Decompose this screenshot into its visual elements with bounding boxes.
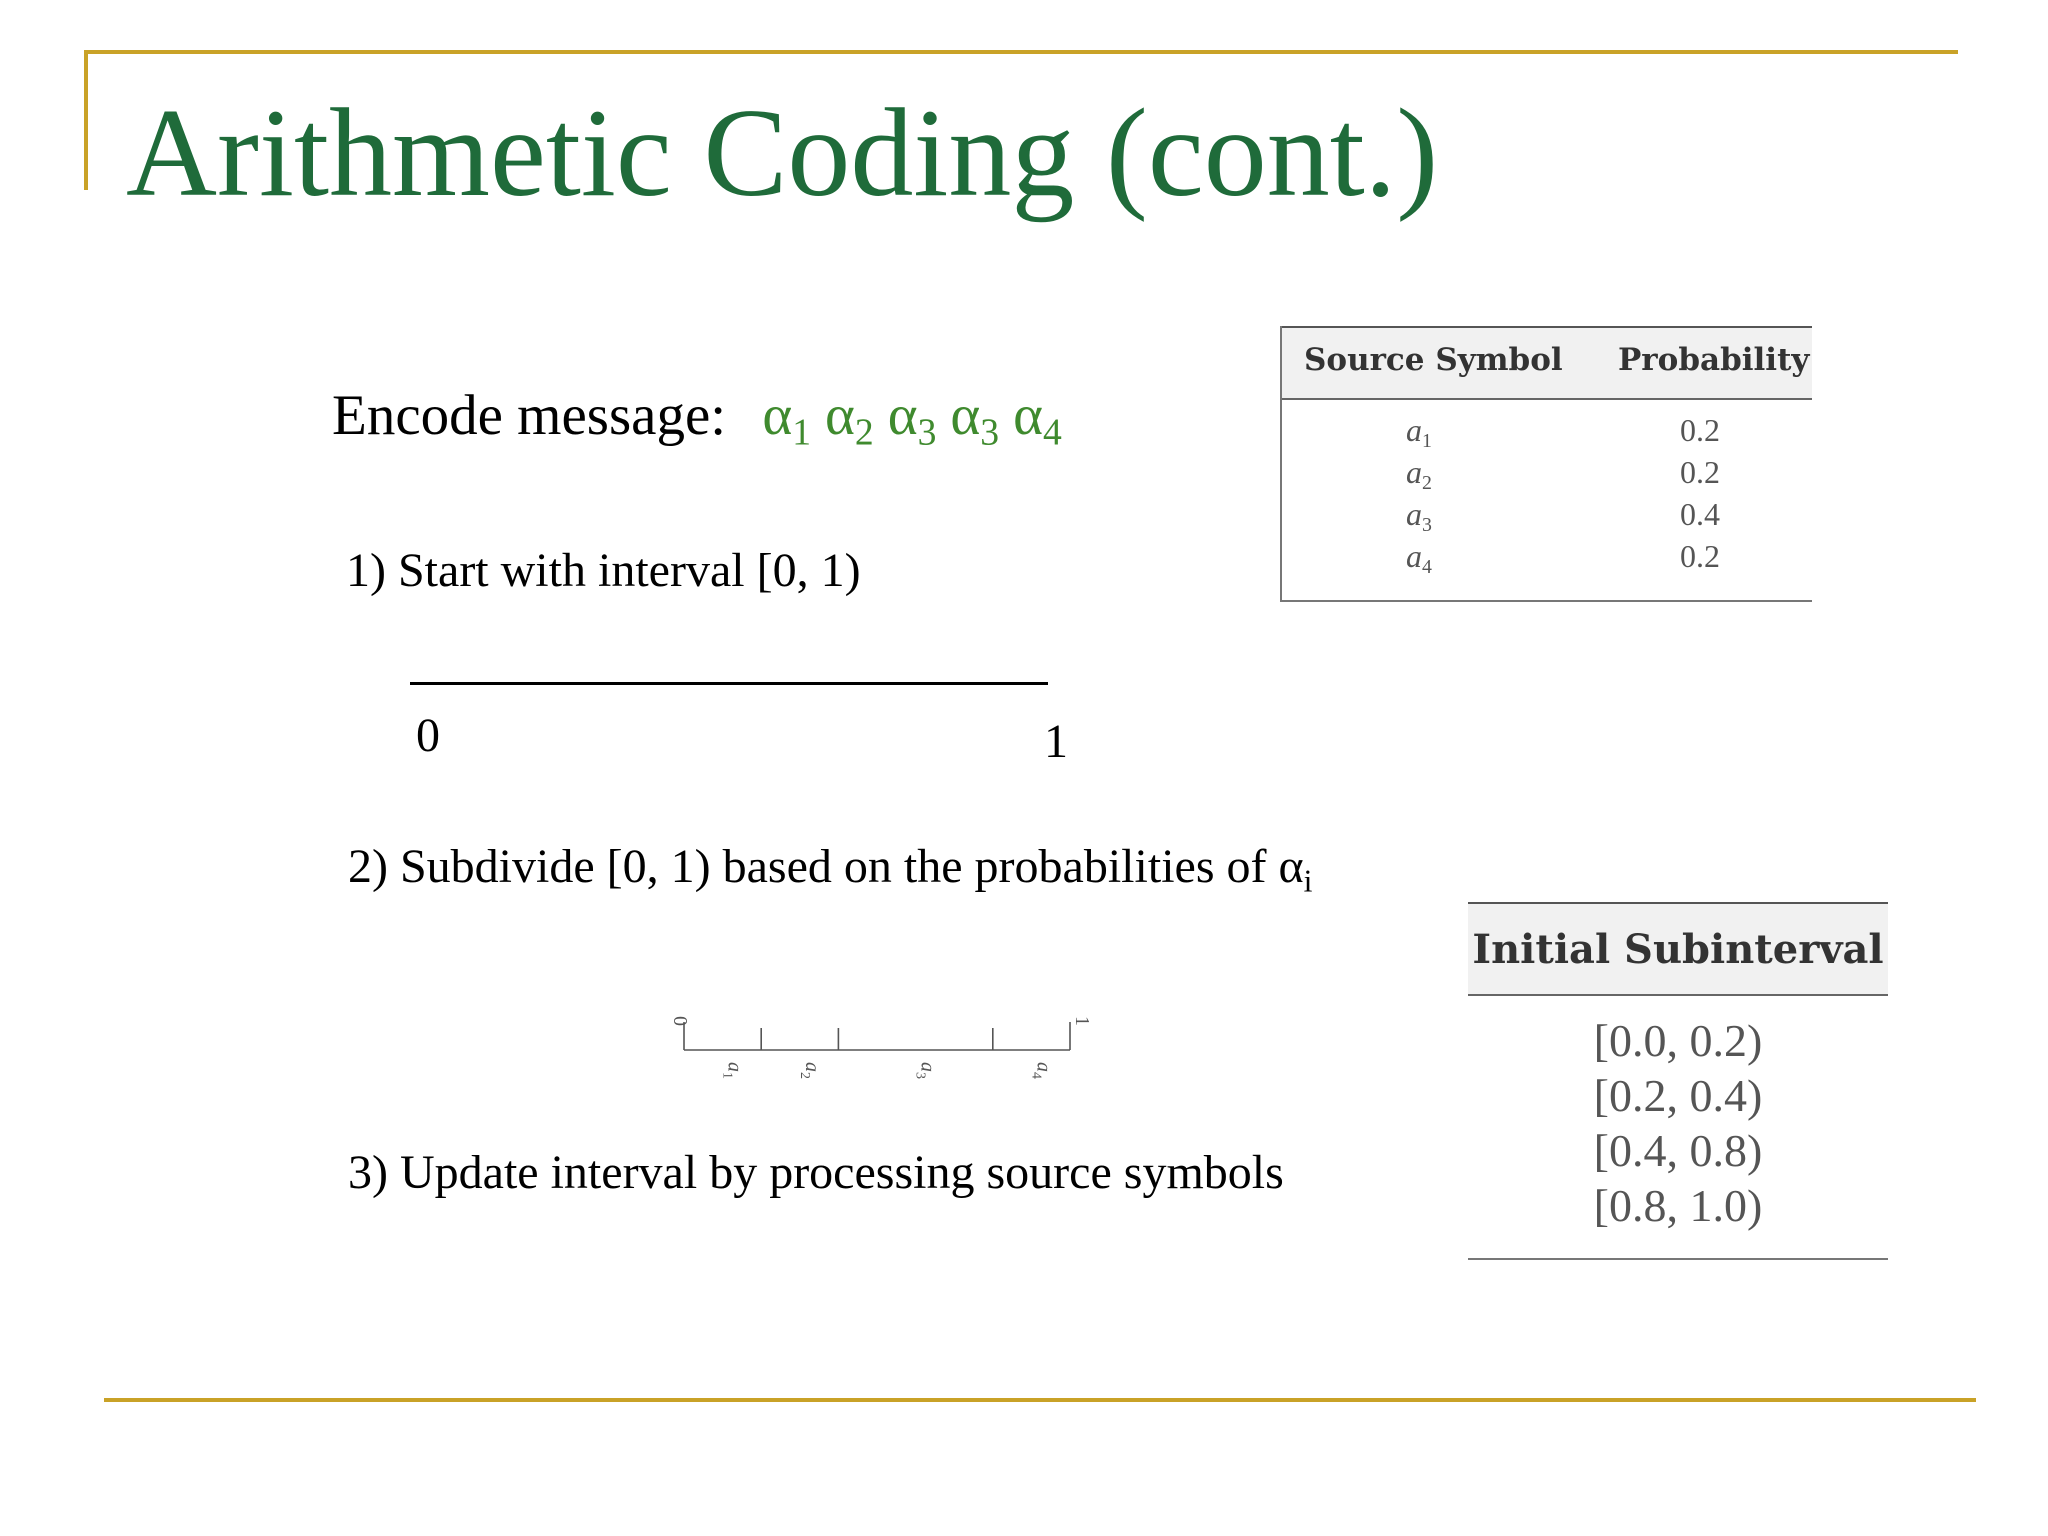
table-cell-symbol: $a_4$ <box>1406 538 1432 578</box>
subinterval-cell: [0.0, 0.2) <box>1593 1015 1763 1066</box>
subdivision-segment-label: $a_2$ <box>796 1062 823 1079</box>
unit-interval-line <box>410 682 1048 685</box>
subinterval-table <box>1468 902 1888 1260</box>
probability-table <box>1280 326 1812 602</box>
subinterval-cell: [0.8, 1.0) <box>1593 1180 1763 1231</box>
subdivision-segment-label: $a_4$ <box>1028 1062 1055 1079</box>
message-symbol: $\alpha_4$ <box>1013 384 1062 454</box>
probability-table-header <box>1280 326 1812 400</box>
header-initial-subinterval: Initial Subinterval <box>1472 926 1884 973</box>
message-symbols <box>748 384 1062 454</box>
subdivision-segment-label: $a_3$ <box>912 1062 939 1079</box>
subdivision-diagram <box>660 990 1100 1100</box>
step-2-text: 2) Subdivide [0, 1) based on the probabilities of $\alpha_i$ <box>348 840 1313 899</box>
subinterval-table-header <box>1468 902 1888 996</box>
subinterval-table-bottom-border <box>1468 1258 1888 1260</box>
step-1-text: 1) Start with interval [0, 1) <box>346 544 861 597</box>
header-probability: Probability <box>1618 342 1810 378</box>
subdivision-end-label: 1 <box>1071 1016 1093 1026</box>
table-cell-symbol: $a_3$ <box>1406 496 1432 536</box>
table-cell-symbol: $a_1$ <box>1406 412 1432 452</box>
left-frame-rule <box>84 50 88 190</box>
step-2-subscript: i <box>1303 863 1313 899</box>
table-cell-probability: 0.2 <box>1680 538 1720 574</box>
message-symbol: $\alpha_1$ <box>762 384 812 454</box>
bottom-frame-rule <box>104 1398 1976 1402</box>
encode-message <box>332 382 1062 456</box>
message-symbol: $\alpha_3$ <box>887 384 937 454</box>
message-symbol: $\alpha_3$ <box>950 384 1000 454</box>
step-3-text: 3) Update interval by processing source symbols <box>348 1146 1284 1199</box>
top-frame-rule <box>84 50 1958 54</box>
encode-label: Encode message: <box>332 384 727 447</box>
subinterval-cell: [0.2, 0.4) <box>1593 1070 1763 1121</box>
message-symbol: $\alpha_2$ <box>825 384 874 454</box>
table-left-border <box>1280 326 1282 602</box>
table-cell-probability: 0.2 <box>1680 454 1720 490</box>
table-cell-probability: 0.2 <box>1680 412 1720 448</box>
interval-end-label: 1 <box>1044 715 1068 768</box>
subinterval-cell: [0.4, 0.8) <box>1593 1125 1763 1176</box>
table-cell-symbol: $a_2$ <box>1406 454 1432 494</box>
subdivision-segment-label: $a_1$ <box>719 1062 746 1079</box>
interval-start-label: 0 <box>416 709 440 762</box>
slide-title: Arithmetic Coding (cont.) <box>126 84 1439 223</box>
table-bottom-border <box>1280 600 1812 602</box>
table-cell-probability: 0.4 <box>1680 496 1720 532</box>
header-source-symbol: Source Symbol <box>1304 342 1563 378</box>
subdivision-end-label: 0 <box>669 1016 691 1026</box>
